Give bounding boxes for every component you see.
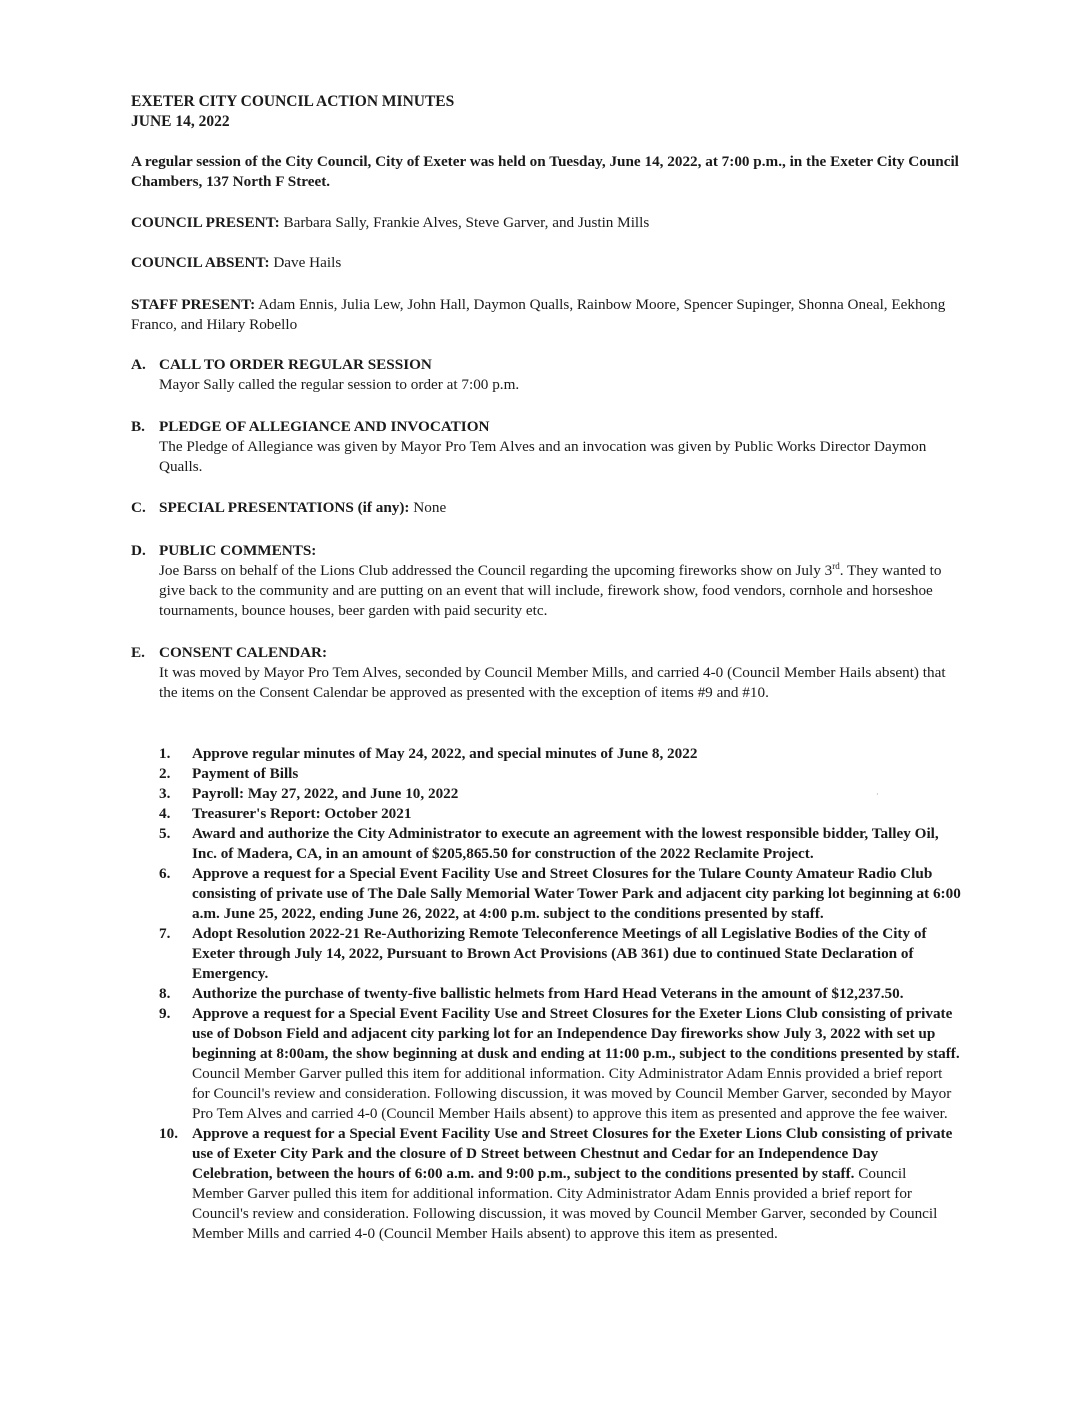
section-b: [131, 417, 961, 477]
item-number: 5.: [159, 825, 171, 842]
item-title: Approve a request for a Special Event Facility Use and Street Closures for the Exeter Lions Club consisting of private use of Dobson Field and adjacent city parking lot for an Independence Day fireworks show July 3, 2022 with set up beginning at 8:00am, the show beginning at dusk and ending at 11:00 p.m., subject to the conditions presented by staff.: [192, 1005, 960, 1062]
section-c: [131, 498, 961, 518]
item-note: Council Member Garver pulled this item for additional information. City Administrator Adam Ennis provided a brief report for Council's review and consideration. Following discussion, it was moved by Council Member Garver, seconded by Council Member Mills and carried 4-0 (Council Member Hails absent) to approve this item as presented.: [192, 1165, 938, 1242]
section-e: [131, 643, 961, 703]
item-number: 4.: [159, 805, 171, 822]
section-a-body: Mayor Sally called the regular session to order at 7:00 p.m.: [159, 376, 520, 393]
item-note: Council Member Garver pulled this item for additional information. City Administrator Adam Ennis provided a brief report for Council's review and consideration. Following discussion, it was moved by Council Member Garver, seconded by Mayor Pro Tem Alves and carried 4-0 (Council Member Hails absent) to approve this item as presented and approve the fee waiver.: [192, 1065, 952, 1122]
consent-item: [159, 1124, 961, 1244]
consent-item: [159, 764, 961, 784]
section-e-body: It was moved by Mayor Pro Tem Alves, seconded by Council Member Mills, and carried 4-0 (Council Member Hails absent) that the items on the Consent Calendar be approved as presented with the exception of items #9 and #10.: [159, 664, 946, 701]
item-title: Award and authorize the City Administrator to execute an agreement with the lowest responsible bidder, Talley Oil, Inc. of Madera, CA, in an amount of $205,865.50 for construction of the 2022 Reclamite Project.: [192, 825, 939, 862]
item-title: Authorize the purchase of twenty-five ballistic helmets from Hard Head Veterans in the amount of $12,237.50.: [192, 985, 904, 1002]
council-absent-value: Dave Hails: [273, 254, 342, 271]
item-title: Approve a request for a Special Event Facility Use and Street Closures for the Tulare County Amateur Radio Club consisting of private use of The Dale Sally Memorial Water Tower Park and adjacent city parking lot beginning at 6:00 a.m. June 25, 2022, ending June 26, 2022, at 4:00 p.m. subject to the conditions presented by staff.: [192, 865, 961, 922]
consent-item: [159, 864, 961, 924]
section-e-letter: E.: [131, 644, 145, 661]
section-a-letter: A.: [131, 356, 146, 373]
item-title: Payment of Bills: [192, 765, 299, 782]
council-absent: [131, 253, 961, 273]
consent-item: [159, 804, 961, 824]
item-number: 2.: [159, 765, 171, 782]
section-a-heading: CALL TO ORDER REGULAR SESSION: [159, 356, 432, 373]
item-title: Approve a request for a Special Event Facility Use and Street Closures for the Exeter Lions Club consisting of private use of Exeter City Park and the closure of D Street between Chestnut and Cedar for an Independence Day Celebration, between the hours of 6:00 a.m. and 9:00 p.m., subject to the conditions presented by staff.: [192, 1125, 953, 1182]
item-number: 8.: [159, 985, 171, 1002]
section-d-body-text-2: . They wanted to give back to the community and are putting on an event that will include, firework show, food vendors, cornhole and horseshoe tournaments, bounce houses, beer garden with paid security etc.: [159, 562, 942, 619]
section-e-heading: CONSENT CALENDAR:: [159, 644, 328, 661]
section-c-heading: SPECIAL PRESENTATIONS (if any):: [159, 499, 410, 516]
item-title: Treasurer's Report: October 2021: [192, 805, 412, 822]
consent-item: [159, 784, 961, 804]
consent-item: [159, 924, 961, 984]
item-number: 9.: [159, 1005, 171, 1022]
item-number: 3.: [159, 785, 171, 802]
section-d-body-text-1: Joe Barss on behalf of the Lions Club addressed the Council regarding the upcoming fireworks show on July 3: [159, 562, 833, 579]
section-c-letter: C.: [131, 499, 146, 516]
session-intro: A regular session of the City Council, City of Exeter was held on Tuesday, June 14, 2022, at 7:00 p.m., in the Exeter City Council Chambers, 137 North F Street.: [131, 153, 959, 190]
scan-mark: ·: [876, 790, 879, 799]
section-b-letter: B.: [131, 418, 145, 435]
section-b-body: The Pledge of Allegiance was given by Mayor Pro Tem Alves and an invocation was given by Public Works Director Daymon Qualls.: [159, 438, 927, 475]
section-a: [131, 355, 961, 395]
section-d-heading: PUBLIC COMMENTS:: [159, 542, 317, 559]
title-line-2: JUNE 14, 2022: [131, 113, 230, 130]
item-title: Payroll: May 27, 2022, and June 10, 2022: [192, 785, 459, 802]
consent-item: [159, 984, 961, 1004]
item-title: Approve regular minutes of May 24, 2022, and special minutes of June 8, 2022: [192, 745, 698, 762]
council-present: [131, 213, 961, 233]
section-d: [131, 541, 961, 621]
item-title: Adopt Resolution 2022-21 Re-Authorizing Remote Teleconference Meetings of all Legislative Bodies of the City of Exeter through July 14, 2022, Pursuant to Brown Act Provisions (AB 361) due to continued State Declaration of Emergency.: [192, 925, 927, 982]
section-b-heading: PLEDGE OF ALLEGIANCE AND INVOCATION: [159, 418, 490, 435]
staff-present-value: Adam Ennis, Julia Lew, John Hall, Daymon Qualls, Rainbow Moore, Spencer Supinger, Shonna Oneal, Eekhong Franco, and Hilary Robello: [131, 296, 946, 333]
section-d-superscript: rd: [832, 560, 840, 571]
council-present-label: COUNCIL PRESENT:: [131, 214, 280, 231]
title-line-1: EXETER CITY COUNCIL ACTION MINUTES: [131, 93, 455, 110]
council-absent-label: COUNCIL ABSENT:: [131, 254, 270, 271]
section-d-body: [159, 561, 961, 621]
consent-item: [159, 1004, 961, 1124]
item-number: 1.: [159, 745, 171, 762]
item-number: 10.: [159, 1125, 178, 1142]
section-d-letter: D.: [131, 542, 146, 559]
council-present-value: Barbara Sally, Frankie Alves, Steve Garver, and Justin Mills: [283, 214, 650, 231]
section-c-body: None: [413, 499, 447, 516]
consent-item: [159, 824, 961, 864]
item-number: 6.: [159, 865, 171, 882]
consent-calendar-list: [159, 744, 961, 1244]
item-number: 7.: [159, 925, 171, 942]
staff-present: [131, 295, 961, 335]
staff-present-label: STAFF PRESENT:: [131, 296, 256, 313]
consent-item: [159, 744, 961, 764]
document-title: [131, 92, 454, 132]
